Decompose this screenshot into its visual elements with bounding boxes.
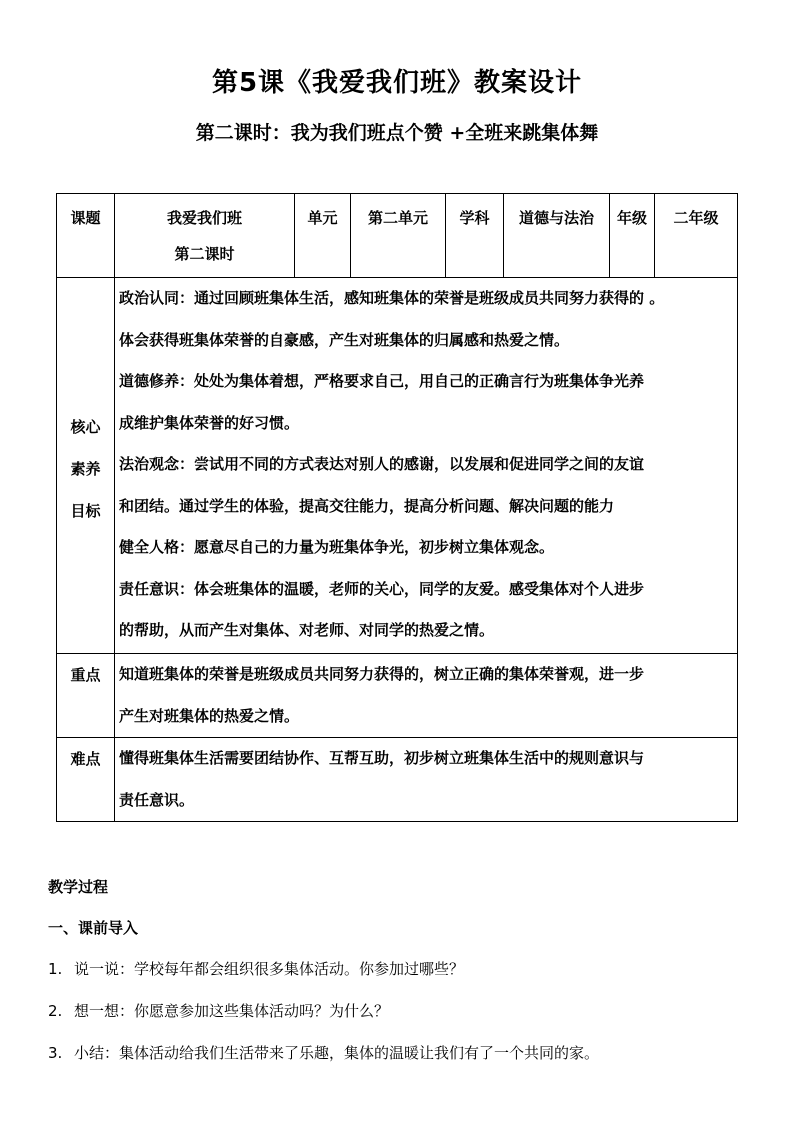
list-item-text: 小结：集体活动给我们生活带来了乐趣，集体的温暖让我们有了一个共同的家。 <box>74 1044 600 1062</box>
course-label: 课题 <box>57 194 115 278</box>
core-line: 体会获得班集体荣誉的自豪感，产生对班集体的归属感和热爱之情。 <box>119 330 570 349</box>
list-item-text: 说一说：学校每年都会组织很多集体活动。你参加过哪些？ <box>74 960 465 978</box>
section1-heading: 一、课前导入 <box>48 919 139 937</box>
unit-label: 单元 <box>295 194 351 278</box>
key-point-line: 知道班集体的荣誉是班级成员共同努力获得的，树立正确的集体荣誉观，进一步 <box>119 665 645 683</box>
difficulty-line: 懂得班集体生活需要团结协作、互帮互助，初步树立班集体生活中的规则意识与 <box>119 749 645 767</box>
core-label-line: 素养 <box>70 460 101 478</box>
grade-label: 年级 <box>610 194 655 278</box>
core-content <box>115 278 738 654</box>
core-line: 道德修养：处处为集体着想，严格要求自己，用自己的正确言行为班集体争光养 <box>119 372 645 390</box>
subject-label: 学科 <box>446 194 504 278</box>
info-row <box>57 194 738 278</box>
difficulty-line: 责任意识。 <box>119 790 195 809</box>
subject-value: 道德与法治 <box>504 194 610 278</box>
course-value-line2: 第二课时 <box>174 245 235 263</box>
difficulty-label: 难点 <box>57 738 115 822</box>
core-label-line: 目标 <box>70 502 101 520</box>
core-line: 的帮助，从而产生对集体、对老师、对同学的热爱之情。 <box>119 621 495 639</box>
unit-value: 第二单元 <box>351 194 446 278</box>
core-line: 和团结。通过学生的体验，提高交往能力，提高分析问题、解决问题的能力 <box>119 496 615 515</box>
core-line: 政治认同：通过回顾班集体生活，感知班集体的荣誉是班级成员共同努力获得的 。 <box>119 289 665 307</box>
list-item <box>48 958 464 979</box>
list-item <box>48 1042 599 1063</box>
list-item <box>48 1000 389 1021</box>
difficulty-content <box>115 738 738 822</box>
core-row <box>57 278 738 654</box>
process-heading: 教学过程 <box>48 878 109 896</box>
list-item-number: 3. <box>48 1044 63 1062</box>
course-value <box>115 194 295 278</box>
key-point-label: 重点 <box>57 654 115 738</box>
page-subtitle: 第二课时：我为我们班点个赞 +全班来跳集体舞 <box>195 122 599 144</box>
course-value-line1: 我爱我们班 <box>166 209 242 227</box>
list-item-number: 2. <box>48 1002 63 1020</box>
key-point-row <box>57 654 738 738</box>
list-item-text: 想一想：你愿意参加这些集体活动吗？为什么？ <box>74 1002 390 1020</box>
grade-value: 二年级 <box>655 194 738 278</box>
key-point-content <box>115 654 738 738</box>
core-line: 法治观念：尝试用不同的方式表达对别人的感谢，以发展和促进同学之间的友谊 <box>119 455 645 473</box>
core-label-line: 核心 <box>70 418 101 436</box>
core-line: 成维护集体荣誉的好习惯。 <box>119 413 300 432</box>
key-point-line: 产生对班集体的热爱之情。 <box>119 706 300 725</box>
core-label <box>57 278 115 654</box>
lesson-plan-table <box>56 193 738 822</box>
difficulty-row <box>57 738 738 822</box>
core-line: 健全人格：愿意尽自己的力量为班集体争光，初步树立集体观念。 <box>119 538 555 556</box>
page-title: 第5课《我爱我们班》教案设计 <box>211 68 583 98</box>
list-item-number: 1. <box>48 960 63 978</box>
core-line: 责任意识：体会班集体的温暖，老师的关心，同学的友爱。感受集体对个人进步 <box>119 579 645 598</box>
